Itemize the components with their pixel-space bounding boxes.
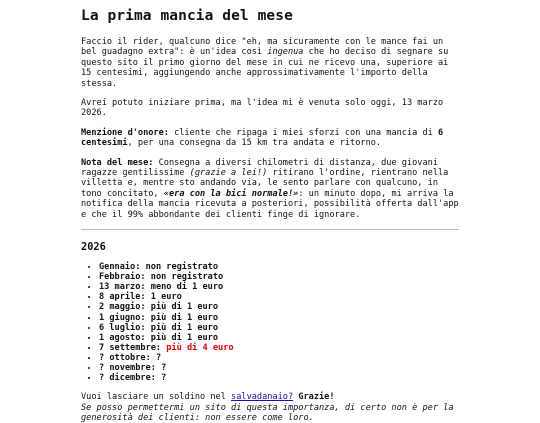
- month-value: più di 4 euro: [166, 342, 234, 353]
- month-item: [99, 262, 461, 272]
- month-note-text-2: ritirano l'ordine, rientrano nella villetta e, mentre sto andando via, le sento parlare con qualcuno, in tono concitato,: [81, 168, 449, 199]
- month-item: [99, 302, 461, 312]
- honor-mention: [81, 128, 461, 149]
- month-item: [99, 292, 461, 302]
- month-label: Febbraio:: [99, 272, 146, 283]
- piggy-bank-link[interactable]: salvadanaio?: [231, 392, 294, 403]
- month-note-text-1: Consegna a diversi chilometri di distanza, due giovani ragazze gentilissime: [81, 157, 439, 179]
- page-title: La prima mancia del mese: [81, 8, 293, 24]
- month-value: più di 1 euro: [150, 312, 219, 323]
- donate-thanks: Grazie!: [293, 392, 335, 403]
- month-value: meno di 1 euro: [150, 282, 224, 293]
- month-note: [81, 158, 461, 220]
- month-label: 2 maggio:: [99, 302, 146, 313]
- month-list: [81, 262, 461, 383]
- divider: [81, 229, 459, 230]
- month-value: più di 1 euro: [150, 322, 219, 333]
- month-label: 8 aprile:: [99, 292, 146, 303]
- month-label: ? novembre:: [99, 363, 156, 374]
- month-label: ? ottobre:: [99, 352, 151, 363]
- month-item: [99, 313, 461, 323]
- month-label: 1 agosto:: [99, 332, 146, 343]
- month-item: [99, 373, 461, 383]
- month-value: ?: [161, 363, 167, 374]
- donate-pre: Vuoi lasciare un soldino nel: [81, 392, 232, 403]
- month-label: 6 luglio:: [99, 322, 146, 333]
- donate-line: [81, 392, 461, 402]
- honor-label: Menzione d'onore:: [81, 127, 169, 138]
- month-value: più di 1 euro: [150, 332, 219, 343]
- month-item: [99, 333, 461, 343]
- month-value: non registrato: [145, 262, 219, 273]
- honor-amount: 6 centesimi: [81, 127, 444, 149]
- month-note-text-3: : un minuto dopo, mi arriva la notifica della mancia ricevuta a posteriori, possibilità offerta dall'app e che il 99% abbondante dei clienti finge di ignorare.: [81, 188, 459, 220]
- closing-note: Se posso permettermi un sito di questa importanza, di certo non è per la generosità dei clienti: non essere come loro.: [81, 402, 454, 423]
- month-item: [99, 282, 461, 292]
- honor-text-2: , per una consegna da 15 km tra andata e ritorno.: [127, 138, 382, 149]
- month-value: ?: [155, 352, 162, 363]
- month-label: Gennaio:: [99, 262, 141, 273]
- month-value: più di 1 euro: [150, 302, 219, 313]
- month-label: 7 settembre:: [99, 342, 162, 353]
- month-item: [99, 353, 461, 363]
- month-item: [99, 323, 461, 333]
- month-value: non registrato: [150, 272, 224, 283]
- month-value: ?: [161, 373, 167, 384]
- intro-emphasis: ingenua: [267, 47, 304, 58]
- footer: [81, 392, 461, 423]
- month-value: 1 euro: [150, 292, 182, 303]
- start-note: Avrei potuto iniziare prima, ma l'idea mi è venuta solo oggi, 13 marzo 2026.: [81, 98, 444, 119]
- month-item: [99, 343, 461, 353]
- month-label: 1 giugno:: [99, 312, 146, 323]
- year-heading: 2026: [81, 241, 106, 254]
- month-note-quote: «era con la bici normale!»: [163, 188, 299, 199]
- intro-paragraph: [81, 37, 461, 89]
- month-label: 13 marzo:: [99, 282, 146, 293]
- intro-text-2: che ho deciso di segnare su questo sito il primo giorno del mese in cui ne ricevo una, superiore ai 15 centesimi, aggiungendo anche approssimativamente l'importo della stessa.: [81, 47, 449, 89]
- month-item: [99, 272, 461, 282]
- month-item: [99, 363, 461, 373]
- honor-text-1: cliente che ripaga i miei sforzi con una mancia di: [168, 127, 439, 138]
- month-note-label: Nota del mese:: [81, 157, 154, 168]
- intro-text-1: Faccio il rider, qualcuno dice "eh, ma sicuramente con le mance fai un bel guadagno extra": è un'idea così: [81, 37, 444, 58]
- month-note-emphasis: (grazie a lei!): [189, 168, 268, 179]
- month-label: ? dicembre:: [99, 373, 156, 384]
